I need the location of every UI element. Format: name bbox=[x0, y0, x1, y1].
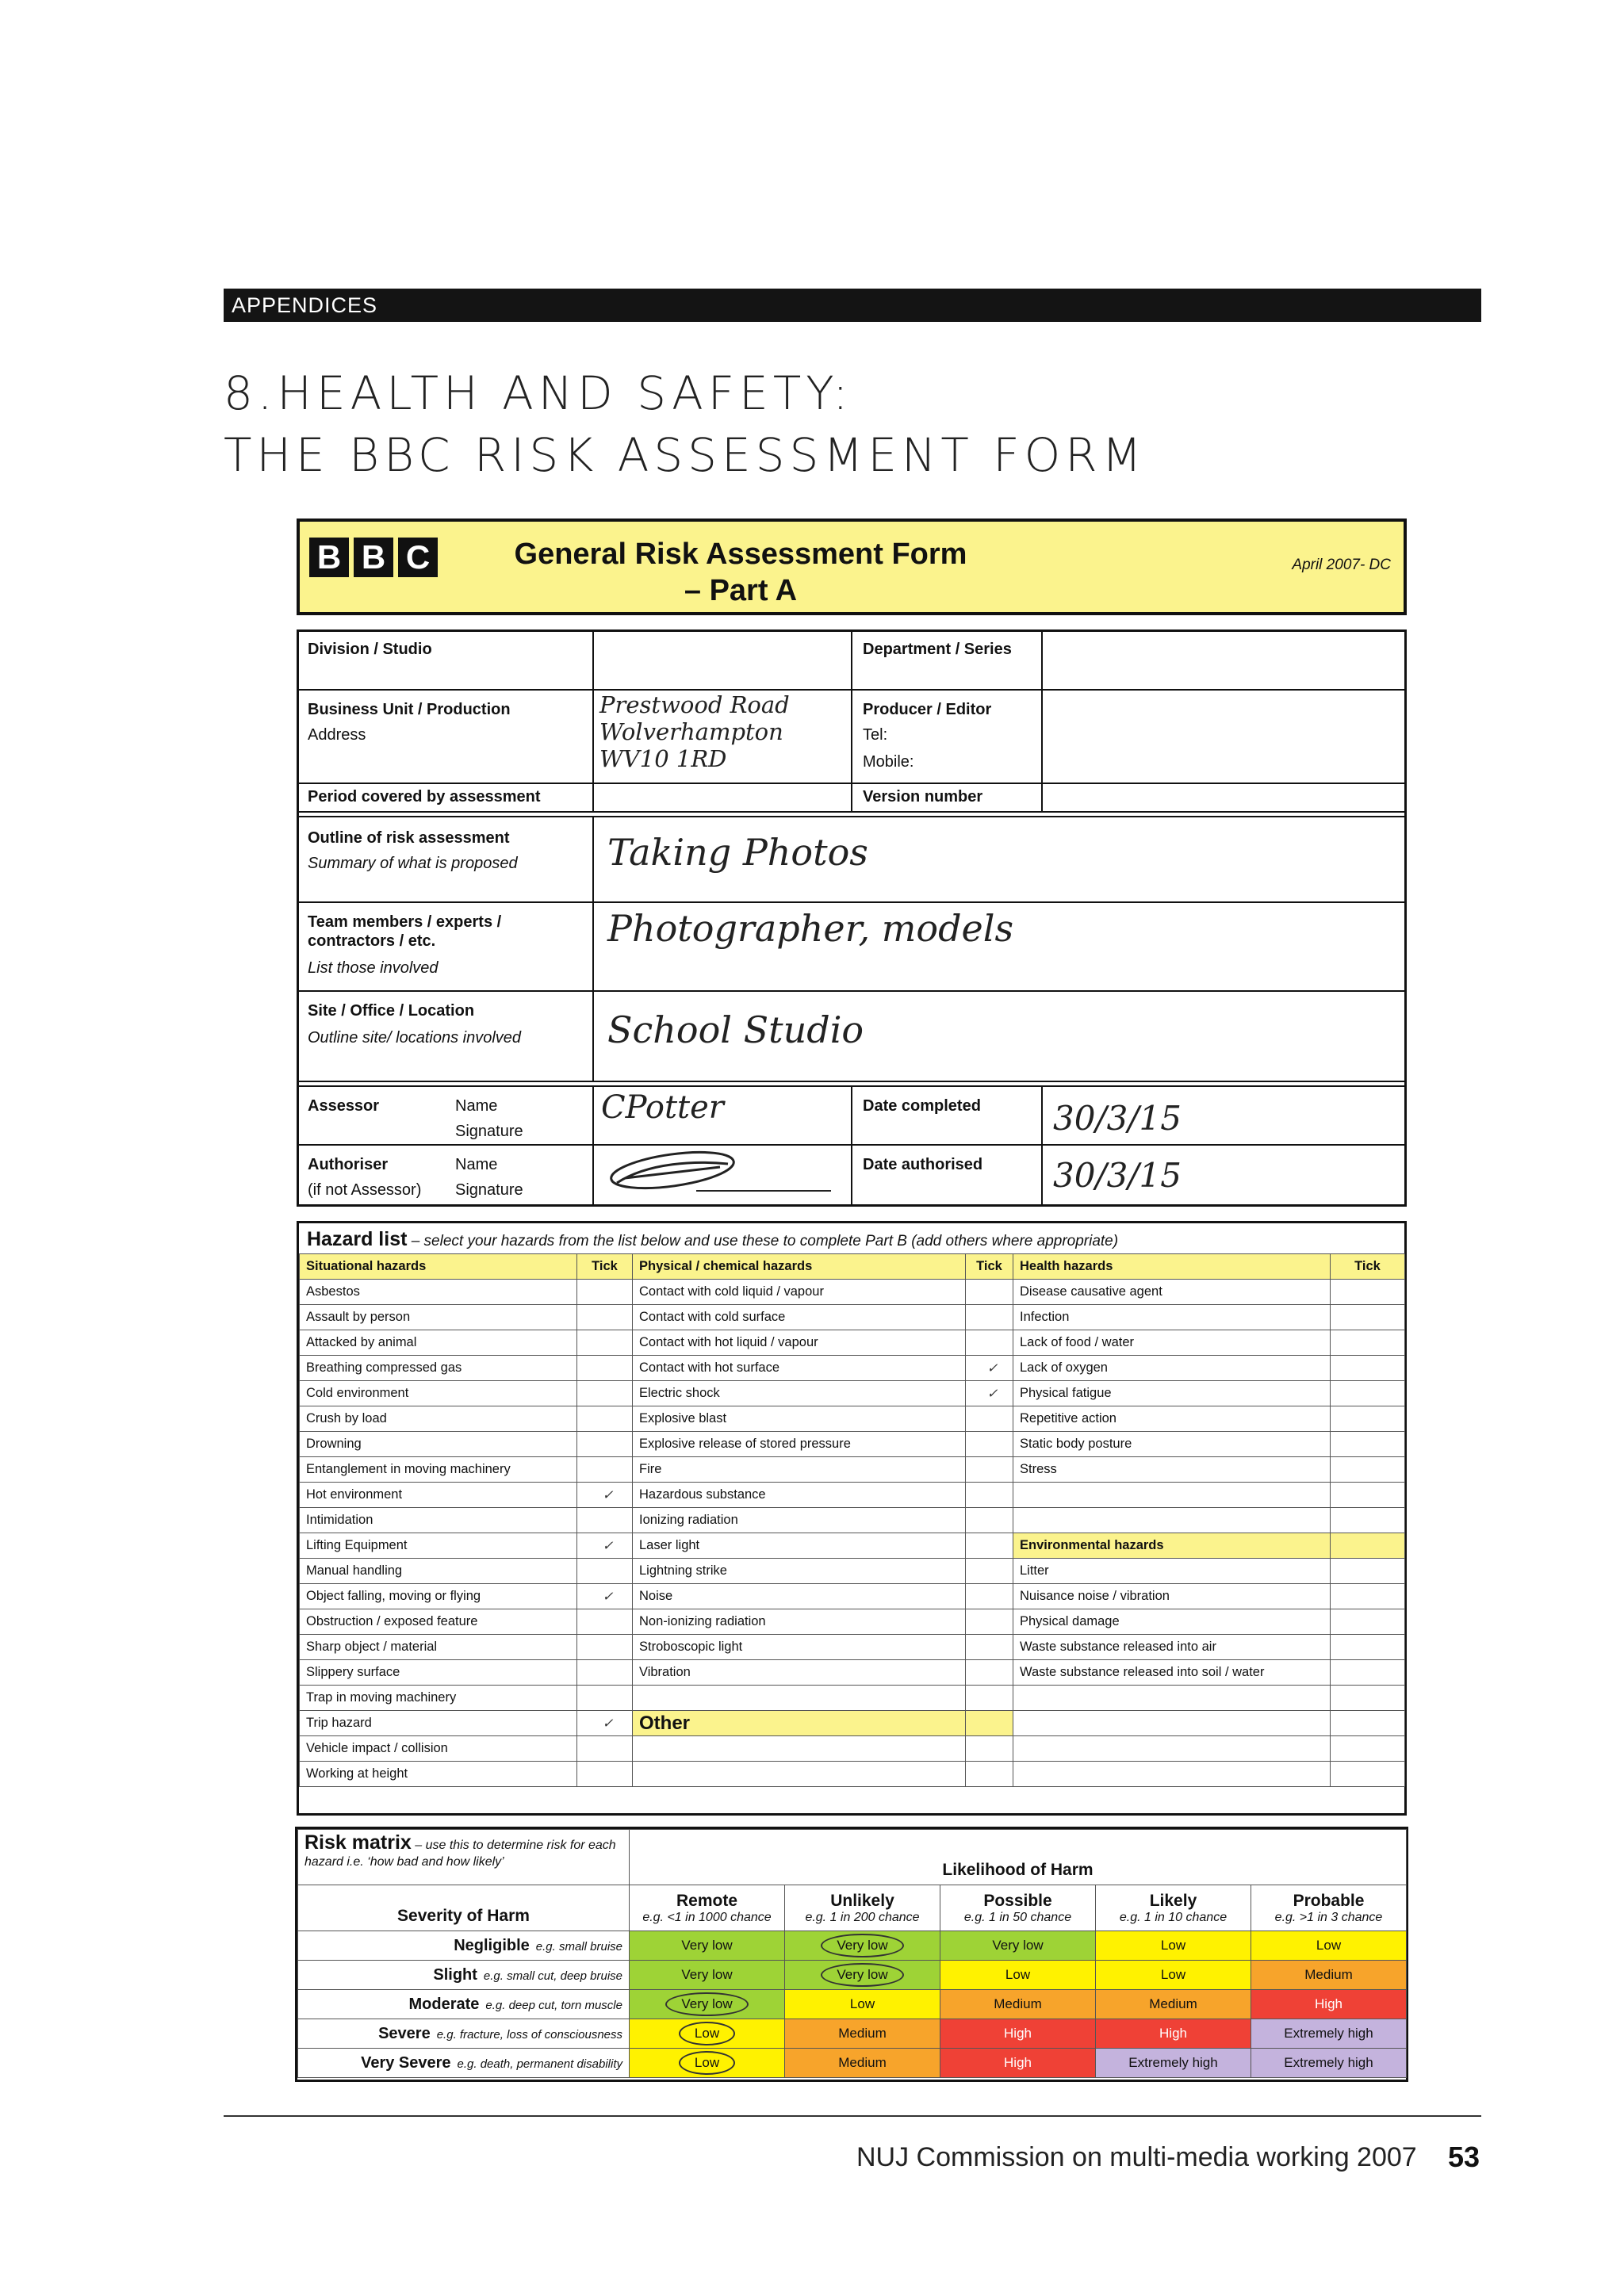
severity-example: e.g. small cut, deep bruise bbox=[483, 1969, 622, 1983]
situational-header: Situational hazards bbox=[300, 1254, 577, 1280]
risk-level-text: Medium bbox=[994, 1996, 1042, 2011]
hazard-situational-cell: Cold environment bbox=[300, 1381, 577, 1406]
likelihood-name: Remote bbox=[676, 1891, 738, 1910]
hazard-health-cell: Static body posture bbox=[1013, 1432, 1331, 1457]
hazard-health-cell: Lack of food / water bbox=[1013, 1330, 1331, 1356]
hazard-situational-tick bbox=[577, 1432, 633, 1457]
hazard-row bbox=[300, 1483, 1405, 1508]
hazard-health-tick bbox=[1331, 1406, 1405, 1432]
hazard-situational-tick: ✓ bbox=[577, 1483, 633, 1508]
hazard-health-tick bbox=[1331, 1762, 1405, 1787]
bbc-logo-b2: B bbox=[354, 538, 393, 577]
hazard-physical-cell: Contact with hot liquid / vapour bbox=[633, 1330, 966, 1356]
risk-matrix-row bbox=[298, 1931, 1407, 1961]
hazard-health-tick bbox=[1331, 1432, 1405, 1457]
hazard-row bbox=[300, 1533, 1405, 1559]
date-completed-value: 30/3/15 bbox=[1053, 1099, 1182, 1138]
hazard-situational-cell: Trip hazard bbox=[300, 1711, 577, 1736]
hazard-physical-tick bbox=[966, 1660, 1013, 1686]
risk-level-cell bbox=[785, 1961, 940, 1990]
risk-level-text: Low bbox=[1160, 1967, 1186, 1982]
assessor-label: Assessor bbox=[308, 1097, 380, 1115]
likelihood-column-header bbox=[1251, 1885, 1407, 1931]
risk-level-cell bbox=[1251, 2019, 1407, 2049]
hazard-situational-tick bbox=[577, 1381, 633, 1406]
address-line-3: WV10 1RD bbox=[599, 745, 727, 772]
hazard-row bbox=[300, 1406, 1405, 1432]
hazard-row bbox=[300, 1356, 1405, 1381]
risk-level-cell bbox=[1251, 1961, 1407, 1990]
hazard-situational-cell: Lifting Equipment bbox=[300, 1533, 577, 1559]
environmental-header: Environmental hazards bbox=[1013, 1533, 1331, 1559]
hazard-physical-tick: ✓ bbox=[966, 1381, 1013, 1406]
hazard-situational-tick bbox=[577, 1457, 633, 1483]
address-label: Address bbox=[308, 726, 366, 744]
form-title-line-1: General Risk Assessment Form bbox=[514, 538, 967, 571]
mobile-label: Mobile: bbox=[863, 753, 914, 771]
severity-cell bbox=[298, 2049, 630, 2078]
severity-name: Severe bbox=[378, 2024, 431, 2042]
hazard-physical-tick bbox=[966, 1432, 1013, 1457]
risk-level-text: High bbox=[1315, 1996, 1342, 2011]
risk-level-circled: Low bbox=[679, 2022, 735, 2045]
likelihood-label: Likelihood of Harm bbox=[630, 1830, 1407, 1885]
hazard-list-heading bbox=[299, 1223, 1404, 1253]
risk-matrix-table bbox=[297, 1829, 1407, 2078]
tel-label: Tel: bbox=[863, 726, 888, 744]
hazard-health-tick bbox=[1331, 1280, 1405, 1305]
hazard-situational-cell: Working at height bbox=[300, 1762, 577, 1787]
hazard-health-tick bbox=[1331, 1559, 1405, 1584]
page-number: 53 bbox=[1448, 2141, 1480, 2173]
risk-matrix-row bbox=[298, 2049, 1407, 2078]
hazard-physical-cell: Vibration bbox=[633, 1660, 966, 1686]
risk-level-cell bbox=[630, 1961, 785, 1990]
page-title-line-1: 8.HEALTH AND SAFETY: bbox=[224, 366, 853, 420]
hazard-situational-cell: Slippery surface bbox=[300, 1660, 577, 1686]
risk-level-text: High bbox=[1004, 2026, 1032, 2041]
hazard-health-tick bbox=[1331, 1660, 1405, 1686]
hazard-table bbox=[299, 1253, 1405, 1787]
hazard-situational-tick bbox=[577, 1305, 633, 1330]
hazard-row bbox=[300, 1609, 1405, 1635]
hazard-situational-cell: Object falling, moving or flying bbox=[300, 1584, 577, 1609]
team-sub: List those involved bbox=[308, 959, 439, 977]
hazard-health-cell: Litter bbox=[1013, 1559, 1331, 1584]
outline-value: Taking Photos bbox=[607, 831, 868, 874]
hazard-physical-cell: Electric shock bbox=[633, 1381, 966, 1406]
hazard-situational-tick bbox=[577, 1609, 633, 1635]
producer-label: Producer / Editor bbox=[863, 701, 992, 718]
risk-level-text: Medium bbox=[838, 2026, 887, 2041]
site-sub: Outline site/ locations involved bbox=[308, 1029, 522, 1047]
hazard-row bbox=[300, 1280, 1405, 1305]
severity-cell bbox=[298, 1961, 630, 1990]
hazard-situational-cell: Vehicle impact / collision bbox=[300, 1736, 577, 1762]
risk-level-cell bbox=[630, 1931, 785, 1961]
hazard-health-tick bbox=[1331, 1533, 1405, 1559]
risk-level-cell bbox=[785, 2019, 940, 2049]
likelihood-example: e.g. 1 in 10 chance bbox=[1119, 1910, 1228, 1924]
severity-label: Severity of Harm bbox=[298, 1885, 630, 1931]
hazard-health-tick bbox=[1331, 1381, 1405, 1406]
hazard-health-cell: Nuisance noise / vibration bbox=[1013, 1584, 1331, 1609]
hazard-health-tick bbox=[1331, 1356, 1405, 1381]
severity-name: Moderate bbox=[408, 1995, 480, 2013]
hazard-physical-tick bbox=[966, 1280, 1013, 1305]
hazard-health-tick bbox=[1331, 1305, 1405, 1330]
hazard-physical-cell bbox=[633, 1686, 966, 1711]
severity-cell bbox=[298, 1931, 630, 1961]
site-label: Site / Office / Location bbox=[308, 1002, 475, 1020]
situational-tick-header: Tick bbox=[577, 1254, 633, 1280]
risk-level-circled: Very low bbox=[821, 1963, 903, 1987]
hazard-situational-tick bbox=[577, 1508, 633, 1533]
hazard-row bbox=[300, 1559, 1405, 1584]
hazard-row bbox=[300, 1762, 1405, 1787]
hazard-health-cell: Stress bbox=[1013, 1457, 1331, 1483]
hazard-health-cell: Infection bbox=[1013, 1305, 1331, 1330]
hazard-health-cell bbox=[1013, 1686, 1331, 1711]
risk-level-text: Extremely high bbox=[1284, 2055, 1373, 2070]
hazard-health-tick bbox=[1331, 1508, 1405, 1533]
hazard-health-tick bbox=[1331, 1609, 1405, 1635]
risk-level-text: Low bbox=[849, 1996, 875, 2011]
risk-matrix-section bbox=[295, 1827, 1408, 2082]
severity-example: e.g. deep cut, torn muscle bbox=[485, 1998, 622, 2012]
risk-level-text: High bbox=[1004, 2055, 1032, 2070]
physical-tick-header: Tick bbox=[966, 1254, 1013, 1280]
risk-level-circled: Very low bbox=[821, 1934, 903, 1957]
date-authorised-label: Date authorised bbox=[863, 1156, 983, 1173]
hazard-physical-tick bbox=[966, 1609, 1013, 1635]
period-label: Period covered by assessment bbox=[308, 788, 541, 806]
risk-level-cell bbox=[940, 2019, 1096, 2049]
date-completed-label: Date completed bbox=[863, 1097, 981, 1115]
hazard-health-cell: Physical fatigue bbox=[1013, 1381, 1331, 1406]
form-header bbox=[297, 519, 1407, 615]
likelihood-example: e.g. <1 in 1000 chance bbox=[642, 1910, 772, 1924]
hazard-situational-cell: Intimidation bbox=[300, 1508, 577, 1533]
hazard-physical-tick bbox=[966, 1406, 1013, 1432]
hazard-list-subtitle: – select your hazards from the list below and use these to complete Part B (add others where appropriate) bbox=[407, 1233, 1119, 1249]
likelihood-example: e.g. >1 in 3 chance bbox=[1274, 1910, 1383, 1924]
severity-example: e.g. small bruise bbox=[535, 1939, 622, 1954]
authoriser-label: Authoriser bbox=[308, 1156, 389, 1173]
hazard-health-cell bbox=[1013, 1508, 1331, 1533]
hazard-health-cell: Repetitive action bbox=[1013, 1406, 1331, 1432]
hazard-physical-cell: Ionizing radiation bbox=[633, 1508, 966, 1533]
hazard-physical-cell: Fire bbox=[633, 1457, 966, 1483]
risk-level-text: Very low bbox=[992, 1938, 1044, 1953]
hazard-physical-tick bbox=[966, 1711, 1013, 1736]
hazard-row bbox=[300, 1305, 1405, 1330]
likelihood-column-header bbox=[785, 1885, 940, 1931]
risk-level-text: Low bbox=[1316, 1938, 1342, 1953]
risk-level-circled: Very low bbox=[665, 1992, 748, 2016]
risk-level-text: Medium bbox=[838, 2055, 887, 2070]
hazard-row bbox=[300, 1584, 1405, 1609]
division-label: Division / Studio bbox=[308, 641, 432, 658]
hazard-situational-tick bbox=[577, 1280, 633, 1305]
hazard-situational-tick bbox=[577, 1406, 633, 1432]
likelihood-column-header bbox=[630, 1885, 785, 1931]
hazard-row bbox=[300, 1457, 1405, 1483]
risk-level-text: Extremely high bbox=[1284, 2026, 1373, 2041]
risk-level-cell bbox=[785, 1990, 940, 2019]
hazard-physical-tick bbox=[966, 1559, 1013, 1584]
risk-level-cell bbox=[1251, 1990, 1407, 2019]
hazard-physical-tick bbox=[966, 1584, 1013, 1609]
hazard-physical-cell: Noise bbox=[633, 1584, 966, 1609]
risk-level-text: Very low bbox=[681, 1967, 733, 1982]
authoriser-sub: (if not Assessor) bbox=[308, 1181, 422, 1199]
hazard-situational-tick: ✓ bbox=[577, 1711, 633, 1736]
hazard-situational-cell: Obstruction / exposed feature bbox=[300, 1609, 577, 1635]
hazard-situational-cell: Asbestos bbox=[300, 1280, 577, 1305]
outline-sub: Summary of what is proposed bbox=[308, 855, 518, 872]
severity-name: Slight bbox=[433, 1965, 477, 1984]
business-unit-label: Business Unit / Production bbox=[308, 701, 511, 718]
appendices-bar: APPENDICES bbox=[224, 289, 1481, 322]
version-label: Version number bbox=[863, 788, 983, 806]
hazard-situational-tick bbox=[577, 1559, 633, 1584]
risk-level-text: Medium bbox=[1304, 1967, 1353, 1982]
hazard-health-cell bbox=[1013, 1711, 1331, 1736]
hazard-physical-tick bbox=[966, 1635, 1013, 1660]
page-title-line-2: THE BBC RISK ASSESSMENT FORM bbox=[224, 428, 1147, 482]
hazard-situational-tick bbox=[577, 1330, 633, 1356]
hazard-physical-tick bbox=[966, 1457, 1013, 1483]
hazard-situational-cell: Breathing compressed gas bbox=[300, 1356, 577, 1381]
authoriser-signature-scribble bbox=[601, 1146, 839, 1203]
hazard-situational-cell: Entanglement in moving machinery bbox=[300, 1457, 577, 1483]
risk-level-text: Low bbox=[1005, 1967, 1031, 1982]
risk-level-text: Very low bbox=[681, 1938, 733, 1953]
risk-matrix-row bbox=[298, 1990, 1407, 2019]
risk-level-cell bbox=[630, 1990, 785, 2019]
hazard-situational-tick bbox=[577, 1660, 633, 1686]
risk-level-cell bbox=[1251, 2049, 1407, 2078]
hazard-health-tick bbox=[1331, 1711, 1405, 1736]
risk-level-cell bbox=[1096, 1990, 1251, 2019]
assessor-signature-label: Signature bbox=[455, 1123, 523, 1140]
details-section bbox=[297, 629, 1407, 1207]
risk-matrix-title: Risk matrix bbox=[304, 1831, 412, 1854]
footer-text: NUJ Commission on multi-media working 2007 bbox=[856, 2142, 1417, 2172]
hazard-physical-cell bbox=[633, 1736, 966, 1762]
form-version: April 2007- DC bbox=[1292, 557, 1391, 573]
risk-level-text: Medium bbox=[1149, 1996, 1197, 2011]
site-value: School Studio bbox=[607, 1008, 864, 1051]
health-header: Health hazards bbox=[1013, 1254, 1331, 1280]
hazard-physical-cell bbox=[633, 1762, 966, 1787]
hazard-row bbox=[300, 1660, 1405, 1686]
hazard-health-cell bbox=[1013, 1736, 1331, 1762]
hazard-situational-cell: Sharp object / material bbox=[300, 1635, 577, 1660]
risk-level-cell bbox=[1096, 2049, 1251, 2078]
hazard-physical-cell: Hazardous substance bbox=[633, 1483, 966, 1508]
hazard-row bbox=[300, 1711, 1405, 1736]
hazard-health-tick bbox=[1331, 1584, 1405, 1609]
hazard-header-row bbox=[300, 1254, 1405, 1280]
hazard-physical-tick bbox=[966, 1305, 1013, 1330]
hazard-physical-tick bbox=[966, 1686, 1013, 1711]
hazard-row bbox=[300, 1432, 1405, 1457]
address-line-1: Prestwood Road bbox=[599, 691, 790, 718]
risk-level-cell bbox=[1251, 1931, 1407, 1961]
hazard-health-cell: Waste substance released into soil / water bbox=[1013, 1660, 1331, 1686]
likelihood-column-header bbox=[940, 1885, 1096, 1931]
severity-cell bbox=[298, 2019, 630, 2049]
risk-level-text: Low bbox=[1160, 1938, 1186, 1953]
team-label-2: contractors / etc. bbox=[308, 932, 436, 950]
risk-matrix-heading bbox=[298, 1830, 630, 1885]
hazard-row bbox=[300, 1635, 1405, 1660]
hazard-physical-tick bbox=[966, 1533, 1013, 1559]
severity-example: e.g. death, permanent disability bbox=[457, 2057, 622, 2071]
outline-label: Outline of risk assessment bbox=[308, 829, 510, 847]
hazard-situational-tick bbox=[577, 1736, 633, 1762]
hazard-situational-tick bbox=[577, 1762, 633, 1787]
risk-level-cell bbox=[940, 1931, 1096, 1961]
hazard-health-tick bbox=[1331, 1686, 1405, 1711]
risk-level-text: High bbox=[1159, 2026, 1187, 2041]
risk-level-circled: Low bbox=[679, 2051, 735, 2075]
risk-matrix-subtitle: – use this to determine risk for each hazard i.e. ‘how bad and how likely’ bbox=[304, 1839, 616, 1869]
severity-cell bbox=[298, 1990, 630, 2019]
hazard-row bbox=[300, 1508, 1405, 1533]
hazard-physical-tick: ✓ bbox=[966, 1356, 1013, 1381]
authoriser-signature-label: Signature bbox=[455, 1181, 523, 1199]
form-title bbox=[511, 536, 971, 609]
risk-level-cell bbox=[630, 2049, 785, 2078]
hazard-health-cell bbox=[1013, 1762, 1331, 1787]
risk-level-text: Extremely high bbox=[1128, 2055, 1218, 2070]
likelihood-example: e.g. 1 in 200 chance bbox=[805, 1910, 920, 1924]
risk-level-cell bbox=[940, 1961, 1096, 1990]
department-label: Department / Series bbox=[863, 641, 1012, 658]
likelihood-name: Likely bbox=[1149, 1891, 1197, 1910]
risk-level-cell bbox=[785, 1931, 940, 1961]
hazard-situational-tick: ✓ bbox=[577, 1584, 633, 1609]
team-label-1: Team members / experts / bbox=[308, 913, 502, 931]
likelihood-name: Possible bbox=[983, 1891, 1052, 1910]
hazard-physical-tick bbox=[966, 1736, 1013, 1762]
hazard-physical-cell: Stroboscopic light bbox=[633, 1635, 966, 1660]
hazard-situational-cell: Crush by load bbox=[300, 1406, 577, 1432]
address-line-2: Wolverhampton bbox=[599, 718, 783, 745]
hazard-health-tick bbox=[1331, 1330, 1405, 1356]
hazard-health-cell: Physical damage bbox=[1013, 1609, 1331, 1635]
risk-level-cell bbox=[785, 2049, 940, 2078]
risk-level-cell bbox=[940, 1990, 1096, 2019]
risk-matrix-row bbox=[298, 2019, 1407, 2049]
hazard-list-section bbox=[297, 1221, 1407, 1816]
hazard-health-cell: Waste substance released into air bbox=[1013, 1635, 1331, 1660]
likelihood-example: e.g. 1 in 50 chance bbox=[963, 1910, 1072, 1924]
hazard-physical-cell: Contact with cold surface bbox=[633, 1305, 966, 1330]
hazard-physical-tick bbox=[966, 1330, 1013, 1356]
date-authorised-value: 30/3/15 bbox=[1053, 1156, 1182, 1195]
risk-level-cell bbox=[1096, 1931, 1251, 1961]
hazard-health-tick bbox=[1331, 1736, 1405, 1762]
hazard-health-cell bbox=[1013, 1483, 1331, 1508]
hazard-row bbox=[300, 1381, 1405, 1406]
physical-header: Physical / chemical hazards bbox=[633, 1254, 966, 1280]
likelihood-column-header bbox=[1096, 1885, 1251, 1931]
hazard-health-tick bbox=[1331, 1635, 1405, 1660]
bbc-logo-c: C bbox=[398, 538, 438, 577]
hazard-situational-cell: Attacked by animal bbox=[300, 1330, 577, 1356]
hazard-situational-cell: Drowning bbox=[300, 1432, 577, 1457]
hazard-situational-cell: Manual handling bbox=[300, 1559, 577, 1584]
risk-level-cell bbox=[630, 2019, 785, 2049]
risk-level-cell bbox=[940, 2049, 1096, 2078]
likelihood-name: Unlikely bbox=[830, 1891, 894, 1910]
hazard-row bbox=[300, 1686, 1405, 1711]
hazard-health-cell: Disease causative agent bbox=[1013, 1280, 1331, 1305]
hazard-health-tick bbox=[1331, 1483, 1405, 1508]
hazard-situational-tick: ✓ bbox=[577, 1533, 633, 1559]
hazard-situational-tick bbox=[577, 1635, 633, 1660]
risk-level-cell bbox=[1096, 2019, 1251, 2049]
hazard-health-cell: Lack of oxygen bbox=[1013, 1356, 1331, 1381]
risk-level-cell bbox=[1096, 1961, 1251, 1990]
severity-example: e.g. fracture, loss of consciousness bbox=[436, 2027, 622, 2042]
other-header: Other bbox=[633, 1711, 966, 1736]
hazard-situational-cell: Trap in moving machinery bbox=[300, 1686, 577, 1711]
team-value: Photographer, models bbox=[607, 907, 1014, 950]
hazard-physical-cell: Lightning strike bbox=[633, 1559, 966, 1584]
hazard-physical-tick bbox=[966, 1762, 1013, 1787]
assessor-name-label: Name bbox=[455, 1097, 498, 1115]
hazard-physical-tick bbox=[966, 1508, 1013, 1533]
hazard-physical-cell: Explosive release of stored pressure bbox=[633, 1432, 966, 1457]
bbc-logo-b1: B bbox=[309, 538, 349, 577]
hazard-physical-cell: Contact with hot surface bbox=[633, 1356, 966, 1381]
hazard-list-title: Hazard list bbox=[307, 1228, 408, 1250]
risk-matrix-row bbox=[298, 1961, 1407, 1990]
hazard-health-tick bbox=[1331, 1457, 1405, 1483]
hazard-situational-tick bbox=[577, 1356, 633, 1381]
hazard-row bbox=[300, 1330, 1405, 1356]
hazard-row bbox=[300, 1736, 1405, 1762]
likelihood-name: Probable bbox=[1293, 1891, 1365, 1910]
form-title-line-2: – Part A bbox=[684, 574, 798, 607]
authoriser-name-label: Name bbox=[455, 1156, 498, 1173]
hazard-physical-cell: Laser light bbox=[633, 1533, 966, 1559]
hazard-physical-cell: Non-ionizing radiation bbox=[633, 1609, 966, 1635]
hazard-situational-tick bbox=[577, 1686, 633, 1711]
footer-rule bbox=[224, 2115, 1481, 2117]
hazard-physical-cell: Contact with cold liquid / vapour bbox=[633, 1280, 966, 1305]
hazard-physical-tick bbox=[966, 1483, 1013, 1508]
address-value bbox=[599, 691, 790, 772]
severity-name: Very Severe bbox=[361, 2053, 451, 2072]
health-tick-header: Tick bbox=[1331, 1254, 1405, 1280]
hazard-physical-cell: Explosive blast bbox=[633, 1406, 966, 1432]
assessor-signature: CPotter bbox=[601, 1089, 724, 1126]
hazard-situational-cell: Assault by person bbox=[300, 1305, 577, 1330]
severity-name: Negligible bbox=[454, 1936, 530, 1954]
hazard-situational-cell: Hot environment bbox=[300, 1483, 577, 1508]
